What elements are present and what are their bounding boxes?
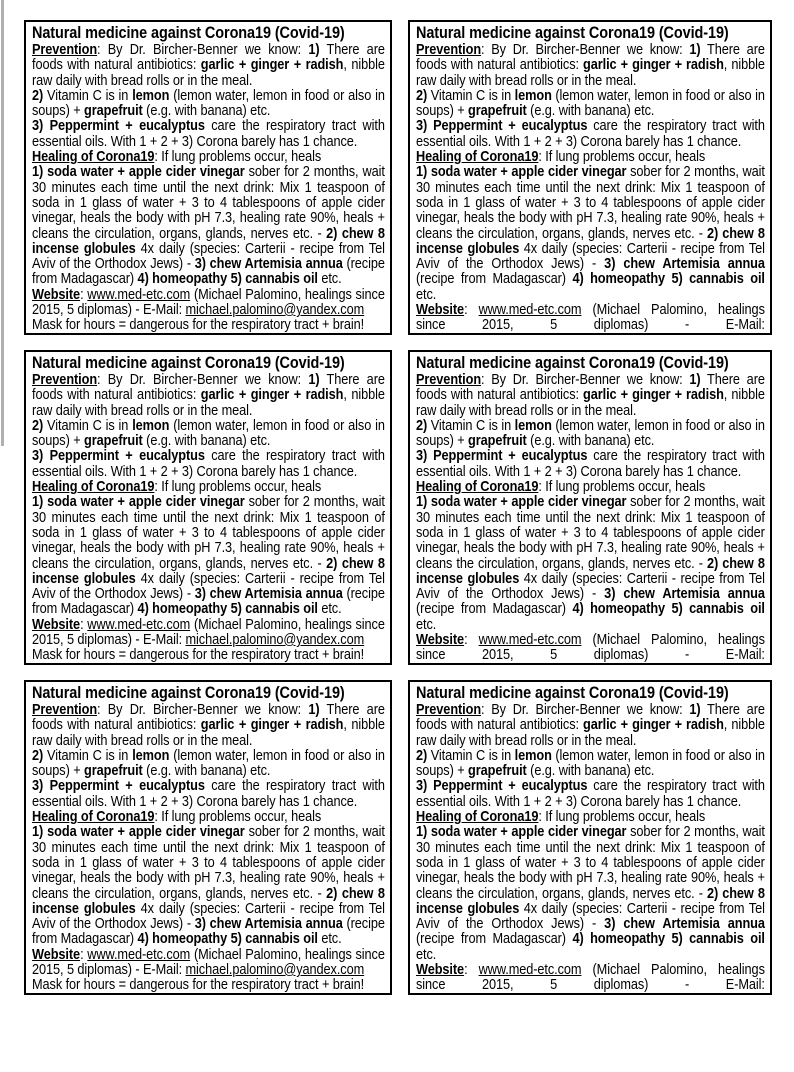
text-segment: lemon <box>132 416 170 434</box>
text-segment: Healing of Corona19 <box>416 148 539 166</box>
paragraph-healing-heading <box>416 479 765 494</box>
text-segment: 3) chew Artemisia annua <box>194 255 343 273</box>
paragraph-healing-body <box>32 164 385 286</box>
hyperlink[interactable] <box>416 992 595 995</box>
text-segment: : If lung problems occur, heals <box>538 148 706 166</box>
text-segment: 4) homeopathy 5) cannabis oil <box>572 600 765 618</box>
text-segment: , nibble raw daily with bread rolls or in the meal. <box>32 56 385 89</box>
text-segment: Website <box>32 285 81 303</box>
paragraph-vitamin-c <box>32 418 385 449</box>
text-segment: (e.g. with banana) etc. <box>142 432 271 450</box>
text-segment: 4) homeopathy 5) cannabis oil <box>572 270 765 288</box>
flyer-box-title: Natural medicine against Corona19 (Covid-19) <box>32 353 345 372</box>
text-segment: Website <box>416 301 465 319</box>
text-segment: garlic + ginger + radish <box>583 386 724 404</box>
flyer-box-title: Natural medicine against Corona19 (Covid-19) <box>416 23 729 42</box>
text-segment: : <box>464 301 479 319</box>
paragraph-mask-warning <box>32 977 385 992</box>
paragraph-peppermint <box>416 778 765 809</box>
text-segment: : By Dr. Bircher-Benner we know: <box>97 701 309 718</box>
text-segment: grapefruit <box>84 762 143 780</box>
text-segment: : <box>464 961 479 979</box>
text-segment: 1) soda water + apple cider vinegar <box>32 493 245 511</box>
text-segment: : By Dr. Bircher-Benner we know: <box>97 41 309 58</box>
text-segment: 3) chew Artemisia annua <box>604 915 765 933</box>
hyperlink[interactable]: www.med-etc.com <box>87 615 191 633</box>
paragraph-prevention <box>32 42 385 88</box>
paragraph-website <box>32 947 385 978</box>
text-segment: sober for 2 months, wait 30 minutes each time until the next drink: Mix 1 teaspoon of soda in 1 glass of water + 3 to 4 tablespoons of apple cider vinegar, heals the body with pH 7.3, healing rate 90%, heals + cleans the circulation, organs, glands, nerves etc. - <box>416 493 765 572</box>
text-segment: 4x daily (species: Carterii - recipe from Tel Aviv of the Orthodox Jews) - <box>32 569 385 603</box>
text-segment: 3) Peppermint + eucalyptus <box>416 777 588 795</box>
text-segment: 4x daily (species: Carterii - recipe from Tel Aviv of the Orthodox Jews) - <box>416 569 765 603</box>
text-segment: (Michael Palomino, healings since 2015, 5 diplomas) - E-Mail: <box>32 615 385 649</box>
flyer-box <box>24 20 392 335</box>
text-segment: 1) <box>689 371 701 388</box>
paragraph-mask-warning <box>32 317 385 332</box>
paragraph-website <box>32 287 385 318</box>
text-segment: (lemon water, lemon in food or also in soups) + <box>416 416 765 450</box>
text-segment: 3) Peppermint + eucalyptus <box>32 777 205 795</box>
text-segment: grapefruit <box>468 432 527 450</box>
flyer-box <box>408 680 772 995</box>
text-segment: 3) Peppermint + eucalyptus <box>416 117 588 135</box>
text-segment: 2) chew 8 incense globules <box>32 554 385 587</box>
text-segment: : By Dr. Bircher-Benner we know: <box>481 371 690 388</box>
text-segment: care the respiratory tract with essential oils. With 1 + 2 + 3) Corona barely has 1 chance. <box>416 447 765 480</box>
paragraph-vitamin-c <box>32 88 385 119</box>
text-segment: Vitamin C is in <box>427 746 515 764</box>
text-segment: (e.g. with banana) etc. <box>142 102 271 120</box>
text-segment: (Michael Palomino, healings since 2015, 5 diplomas) - E-Mail: <box>416 961 765 994</box>
flyer-box <box>24 350 392 665</box>
text-segment: (e.g. with banana) etc. <box>526 102 655 120</box>
text-segment: lemon <box>132 86 170 104</box>
text-segment: sober for 2 months, wait 30 minutes each time until the next drink: Mix 1 teaspoon of soda in 1 glass of water + 3 to 4 tablespoons of apple cider vinegar, heals the body with pH 7.3, healing rate 90%, heals + cleans the circulation, organs, glands, nerves etc. - <box>32 163 385 242</box>
text-segment: garlic + ginger + radish <box>583 56 724 74</box>
text-segment: (Michael Palomino, healings since 2015, 5 diplomas) - E-Mail: <box>416 301 765 334</box>
text-segment: Vitamin C is in <box>427 416 515 434</box>
text-segment: Healing of Corona19 <box>32 148 155 166</box>
text-segment: (recipe from Madagascar) <box>416 270 573 288</box>
paragraph-prevention <box>416 702 765 748</box>
text-segment: 2) chew 8 incense globules <box>32 884 385 917</box>
text-segment: 4) homeopathy 5) cannabis oil <box>572 930 765 948</box>
text-segment: care the respiratory tract with essential oils. With 1 + 2 + 3) Corona barely has 1 chance. <box>32 117 385 150</box>
flyer-box <box>24 680 392 995</box>
text-segment: sober for 2 months, wait 30 minutes each time until the next drink: Mix 1 teaspoon of soda in 1 glass of water + 3 to 4 tablespoons of apple cider vinegar, heals the body with pH 7.3, healing rate 90%, heals + cleans the circulation, organs, glands, nerves etc. - <box>32 823 385 902</box>
text-segment: (lemon water, lemon in food or also in soups) + <box>416 746 765 780</box>
text-segment: 2) chew 8 incense globules <box>416 554 765 587</box>
text-segment: etc. <box>317 600 342 618</box>
text-segment: (e.g. with banana) etc. <box>142 762 271 780</box>
text-segment: (recipe from Madagascar) <box>416 930 573 948</box>
text-segment: lemon <box>132 746 170 764</box>
text-segment: , nibble raw daily with bread rolls or in the meal. <box>32 386 385 419</box>
text-segment: (recipe from Madagascar) <box>32 255 385 288</box>
text-segment: Prevention <box>32 41 98 58</box>
flyer-box-title: Natural medicine against Corona19 (Covid-19) <box>32 23 345 42</box>
text-segment: (lemon water, lemon in food or also in soups) + <box>32 416 385 450</box>
hyperlink[interactable]: michael.palomino@yandex.com <box>185 961 365 979</box>
hyperlink[interactable]: www.med-etc.com <box>87 945 191 963</box>
text-segment: Website <box>416 961 465 979</box>
text-segment: 3) chew Artemisia annua <box>194 585 343 603</box>
text-segment: 2) chew 8 incense globules <box>416 224 765 257</box>
text-segment: : <box>80 285 88 303</box>
text-segment: Mask for hours = dangerous for the respiratory tract + brain! <box>32 646 365 664</box>
text-segment: Vitamin C is in <box>43 416 133 434</box>
text-segment: (lemon water, lemon in food or also in soups) + <box>416 86 765 120</box>
paragraph-healing-body <box>32 824 385 946</box>
paragraph-peppermint <box>32 118 385 149</box>
text-segment: 2) <box>32 86 44 104</box>
text-segment: care the respiratory tract with essential oils. With 1 + 2 + 3) Corona barely has 1 chance. <box>416 777 765 810</box>
paragraph-peppermint <box>416 448 765 479</box>
text-segment: : <box>464 631 479 649</box>
text-segment: Prevention <box>32 701 98 718</box>
text-segment: Vitamin C is in <box>43 746 133 764</box>
paragraph-healing-heading <box>416 809 765 824</box>
text-segment: garlic + ginger + radish <box>583 716 724 734</box>
text-segment: garlic + ginger + radish <box>200 716 344 734</box>
paragraph-prevention <box>416 42 765 88</box>
text-segment: (recipe from Madagascar) <box>32 585 385 618</box>
text-segment: 4) homeopathy 5) cannabis oil <box>137 930 318 948</box>
paragraph-prevention <box>32 372 385 418</box>
hyperlink[interactable]: michael.palomino@yandex.com <box>185 301 365 319</box>
text-segment: etc. <box>416 945 437 963</box>
text-segment: 4x daily (species: Carterii - recipe from Tel Aviv of the Orthodox Jews) - <box>416 239 765 273</box>
text-segment: Prevention <box>416 371 482 388</box>
text-segment: There are foods with natural antibiotics: <box>416 371 765 404</box>
text-segment: grapefruit <box>84 432 143 450</box>
flyer-box <box>408 20 772 335</box>
text-segment: (e.g. with banana) etc. <box>526 762 655 780</box>
text-segment: etc. <box>317 270 342 288</box>
flyer-box-title: Natural medicine against Corona19 (Covid-19) <box>416 683 729 702</box>
paragraph-vitamin-c <box>416 88 765 119</box>
text-segment: : If lung problems occur, heals <box>154 808 322 826</box>
paragraph-peppermint <box>32 448 385 479</box>
text-segment: 2) <box>32 746 44 764</box>
text-segment: 4x daily (species: Carterii - recipe from Tel Aviv of the Orthodox Jews) - <box>32 239 385 273</box>
text-segment: etc. <box>416 615 437 633</box>
paragraph-healing-heading <box>32 149 385 164</box>
text-segment: 2) <box>416 746 428 764</box>
text-segment: 3) chew Artemisia annua <box>194 915 343 933</box>
text-segment: 2) chew 8 incense globules <box>416 884 765 917</box>
paragraph-healing-heading <box>32 809 385 824</box>
text-segment: sober for 2 months, wait 30 minutes each time until the next drink: Mix 1 teaspoon of soda in 1 glass of water + 3 to 4 tablespoons of apple cider vinegar, heals the body with pH 7.3, healing rate 90%, heals + cleans the circulation, organs, glands, nerves etc. - <box>416 163 765 242</box>
text-segment: (e.g. with banana) etc. <box>526 432 655 450</box>
text-segment: lemon <box>514 746 552 764</box>
text-segment: (lemon water, lemon in food or also in soups) + <box>32 86 385 120</box>
text-segment: (recipe from Madagascar) <box>32 915 385 948</box>
text-segment: 4x daily (species: Carterii - recipe from Tel Aviv of the Orthodox Jews) - <box>32 899 385 933</box>
hyperlink[interactable] <box>416 332 595 335</box>
text-segment: 1) soda water + apple cider vinegar <box>32 823 245 841</box>
text-segment: : If lung problems occur, heals <box>154 148 322 166</box>
text-segment: : By Dr. Bircher-Benner we know: <box>481 701 690 718</box>
text-segment: : By Dr. Bircher-Benner we know: <box>97 371 309 388</box>
text-segment: 2) <box>32 416 44 434</box>
paragraph-prevention <box>416 372 765 418</box>
text-segment: Healing of Corona19 <box>416 478 539 496</box>
text-segment: 3) Peppermint + eucalyptus <box>32 117 205 135</box>
text-segment: , nibble raw daily with bread rolls or in the meal. <box>32 716 385 749</box>
flyer-box <box>408 350 772 665</box>
text-segment: lemon <box>514 86 552 104</box>
text-segment: (Michael Palomino, healings since 2015, 5 diplomas) - E-Mail: <box>32 285 385 319</box>
paragraph-website <box>32 617 385 648</box>
paragraph-prevention <box>32 702 385 748</box>
text-segment: (Michael Palomino, healings since 2015, 5 diplomas) - E-Mail: <box>32 945 385 979</box>
text-segment: grapefruit <box>468 762 527 780</box>
hyperlink[interactable]: www.med-etc.com <box>478 961 582 979</box>
text-segment: 2) <box>416 86 428 104</box>
text-segment: There are foods with natural antibiotics: <box>32 701 385 734</box>
text-segment: Website <box>32 945 81 963</box>
text-segment: There are foods with natural antibiotics: <box>416 701 765 734</box>
text-segment: 4x daily (species: Carterii - recipe from Tel Aviv of the Orthodox Jews) - <box>416 899 765 933</box>
text-segment: , nibble raw daily with bread rolls or in the meal. <box>416 56 765 89</box>
paragraph-website <box>416 962 765 995</box>
text-segment: Vitamin C is in <box>427 86 515 104</box>
text-segment: care the respiratory tract with essential oils. With 1 + 2 + 3) Corona barely has 1 chance. <box>416 117 765 150</box>
text-segment: (recipe from Madagascar) <box>416 600 573 618</box>
paragraph-healing-heading <box>32 479 385 494</box>
left-edge-bar <box>1 0 4 446</box>
text-segment: 2) chew 8 incense globules <box>32 224 385 257</box>
paragraph-healing-body <box>32 494 385 616</box>
text-segment: 3) chew Artemisia annua <box>604 585 765 603</box>
text-segment: There are foods with natural antibiotics: <box>32 41 385 74</box>
text-segment: 4) homeopathy 5) cannabis oil <box>137 600 318 618</box>
flyer-box-title: Natural medicine against Corona19 (Covid-19) <box>32 683 345 702</box>
text-segment: 1) soda water + apple cider vinegar <box>416 493 627 511</box>
text-segment: Prevention <box>416 41 482 58</box>
paragraph-healing-body <box>416 494 765 632</box>
text-segment: care the respiratory tract with essential oils. With 1 + 2 + 3) Corona barely has 1 chance. <box>32 447 385 480</box>
text-segment: Mask for hours = dangerous for the respiratory tract + brain! <box>32 316 365 334</box>
hyperlink[interactable]: www.med-etc.com <box>478 631 582 649</box>
text-segment: , nibble raw daily with bread rolls or in the meal. <box>416 386 765 419</box>
text-segment: etc. <box>416 285 437 303</box>
paragraph-website <box>416 632 765 665</box>
text-segment: There are foods with natural antibiotics: <box>32 371 385 404</box>
text-segment: grapefruit <box>84 102 143 120</box>
text-segment: sober for 2 months, wait 30 minutes each time until the next drink: Mix 1 teaspoon of soda in 1 glass of water + 3 to 4 tablespoons of apple cider vinegar, heals the body with pH 7.3, healing rate 90%, heals + cleans the circulation, organs, glands, nerves etc. - <box>32 493 385 572</box>
text-segment: : If lung problems occur, heals <box>538 808 706 826</box>
paragraph-vitamin-c <box>416 748 765 779</box>
text-segment: garlic + ginger + radish <box>200 386 344 404</box>
hyperlink[interactable]: www.med-etc.com <box>478 301 582 319</box>
text-segment: : If lung problems occur, heals <box>154 478 322 496</box>
paragraph-healing-body <box>416 164 765 302</box>
text-segment: Healing of Corona19 <box>32 808 155 826</box>
text-segment: Healing of Corona19 <box>416 808 539 826</box>
text-segment: : <box>80 945 88 963</box>
flyer-box-title: Natural medicine against Corona19 (Covid-19) <box>416 353 729 372</box>
text-segment: 1) soda water + apple cider vinegar <box>416 823 627 841</box>
text-segment: Website <box>416 631 465 649</box>
text-segment: , nibble raw daily with bread rolls or in the meal. <box>416 716 765 749</box>
text-segment: 1) <box>689 41 701 58</box>
text-segment: sober for 2 months, wait 30 minutes each time until the next drink: Mix 1 teaspoon of soda in 1 glass of water + 3 to 4 tablespoons of apple cider vinegar, heals the body with pH 7.3, healing rate 90%, heals + cleans the circulation, organs, glands, nerves etc. - <box>416 823 765 902</box>
paragraph-website <box>416 302 765 335</box>
text-segment: : <box>80 615 88 633</box>
text-segment: 1) <box>308 371 320 388</box>
text-segment: 3) Peppermint + eucalyptus <box>416 447 588 465</box>
text-segment: 1) <box>689 701 701 718</box>
text-segment: 1) soda water + apple cider vinegar <box>416 163 627 181</box>
text-segment: Healing of Corona19 <box>32 478 155 496</box>
text-segment: Vitamin C is in <box>43 86 133 104</box>
paragraph-mask-warning <box>32 647 385 662</box>
text-segment: Prevention <box>32 371 98 388</box>
text-segment: care the respiratory tract with essential oils. With 1 + 2 + 3) Corona barely has 1 chance. <box>32 777 385 810</box>
hyperlink[interactable]: www.med-etc.com <box>87 285 191 303</box>
paragraph-vitamin-c <box>32 748 385 779</box>
text-segment: Mask for hours = dangerous for the respiratory tract + brain! <box>32 976 365 994</box>
text-segment: 1) soda water + apple cider vinegar <box>32 163 245 181</box>
text-segment: 1) <box>308 41 320 58</box>
text-segment: : By Dr. Bircher-Benner we know: <box>481 41 690 58</box>
text-segment: 2) <box>416 416 428 434</box>
text-segment: 3) chew Artemisia annua <box>604 255 765 273</box>
text-segment: 1) <box>308 701 320 718</box>
paragraph-healing-body <box>416 824 765 962</box>
hyperlink[interactable]: michael.palomino@yandex.com <box>185 631 365 649</box>
paragraph-vitamin-c <box>416 418 765 449</box>
text-segment: There are foods with natural antibiotics: <box>416 41 765 74</box>
paragraph-healing-heading <box>416 149 765 164</box>
flyer-grid <box>24 20 772 995</box>
text-segment: Prevention <box>416 701 482 718</box>
text-segment: (Michael Palomino, healings since 2015, 5 diplomas) - E-Mail: <box>416 631 765 664</box>
paragraph-peppermint <box>416 118 765 149</box>
text-segment: 4) homeopathy 5) cannabis oil <box>137 270 318 288</box>
text-segment: etc. <box>317 930 342 948</box>
hyperlink[interactable] <box>416 662 595 665</box>
text-segment: : If lung problems occur, heals <box>538 478 706 496</box>
text-segment: Website <box>32 615 81 633</box>
text-segment: (lemon water, lemon in food or also in soups) + <box>32 746 385 780</box>
paragraph-peppermint <box>32 778 385 809</box>
text-segment: garlic + ginger + radish <box>200 56 344 74</box>
text-segment: 3) Peppermint + eucalyptus <box>32 447 205 465</box>
text-segment: grapefruit <box>468 102 527 120</box>
text-segment: lemon <box>514 416 552 434</box>
